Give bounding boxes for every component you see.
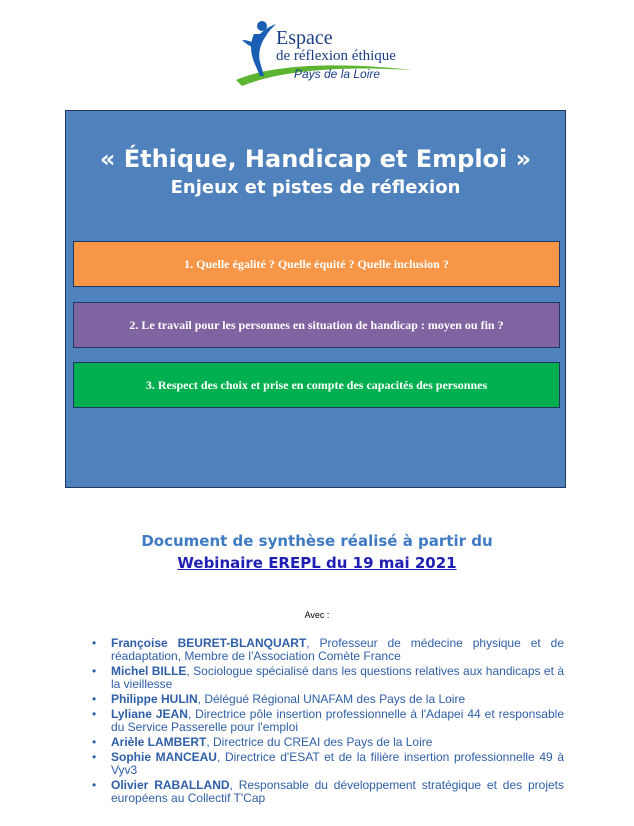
title-banner (65, 110, 566, 488)
logo-line-region: Pays de la Loire (294, 67, 381, 81)
speaker-role: , Directrice du CREAI des Pays de la Loire (206, 735, 433, 749)
speaker-role: , Délégué Régional UNAFAM des Pays de la Loire (197, 692, 466, 706)
bullet-icon: • (92, 750, 97, 764)
erepl-logo (232, 18, 422, 90)
speaker-role: , Sociologue spécialisé dans les questions relatives aux handicaps et à la vieillesse (111, 664, 565, 691)
theme-box-travail: 2. Le travail pour les personnes en situation de handicap : moyen ou fin ? (73, 302, 560, 348)
bullet-icon: • (92, 735, 97, 749)
list-item (92, 736, 564, 749)
synthese-heading: Document de synthèse réalisé à partir du (141, 532, 493, 550)
speaker-name: Olivier RABALLAND (111, 778, 230, 792)
theme-box-choix: 3. Respect des choix et prise en compte des capacités des personnes (73, 362, 560, 408)
speaker-name: Sophie MANCEAU (111, 750, 217, 764)
page-title: « Éthique, Handicap et Emploi » (99, 145, 532, 173)
bullet-icon: • (92, 707, 97, 721)
bullet-icon: • (92, 692, 97, 706)
speaker-role: , Directrice pôle insertion professionnelle à l'Adapei 44 et responsable du Service Passerelle pour l'emploi (111, 707, 564, 734)
speaker-name: Arièle LAMBERT (111, 735, 207, 749)
speaker-name: Françoise BEURET-BLANQUART (111, 636, 307, 650)
bullet-icon: • (92, 664, 97, 678)
list-item (92, 751, 564, 777)
speaker-name: Philippe HULIN (111, 692, 198, 706)
webinar-link-text[interactable]: Webinaire EREPL du 19 mai 2021 (177, 554, 457, 572)
list-item (92, 637, 564, 663)
bullet-icon: • (92, 778, 97, 792)
list-item (92, 708, 564, 734)
speaker-role: , Directrice d'ESAT et de la filière insertion professionnelle 49 à Vyv3 (111, 750, 564, 777)
logo-line-espace: Espace (276, 27, 333, 49)
logo-line-reflexion: de réflexion éthique (276, 48, 396, 64)
webinar-link[interactable] (0, 553, 634, 573)
list-item (92, 693, 564, 706)
speaker-role: , Professeur de médecine physique et de réadaptation, Membre de l'Association Comète France (111, 636, 564, 663)
theme-box-egalite: 1. Quelle égalité ? Quelle équité ? Quelle inclusion ? (73, 241, 560, 287)
list-item (92, 665, 564, 691)
speaker-name: Michel BILLE (111, 664, 187, 678)
avec-label: Avec : (304, 610, 330, 620)
bullet-icon: • (92, 636, 97, 650)
speaker-list (92, 637, 564, 807)
page-subtitle: Enjeux et pistes de réflexion (170, 177, 461, 198)
list-item (92, 779, 564, 805)
speaker-name: Lyliane JEAN (111, 707, 188, 721)
speaker-role: , Responsable du développement stratégique et des projets européens au Collectif T'Cap (111, 778, 565, 805)
